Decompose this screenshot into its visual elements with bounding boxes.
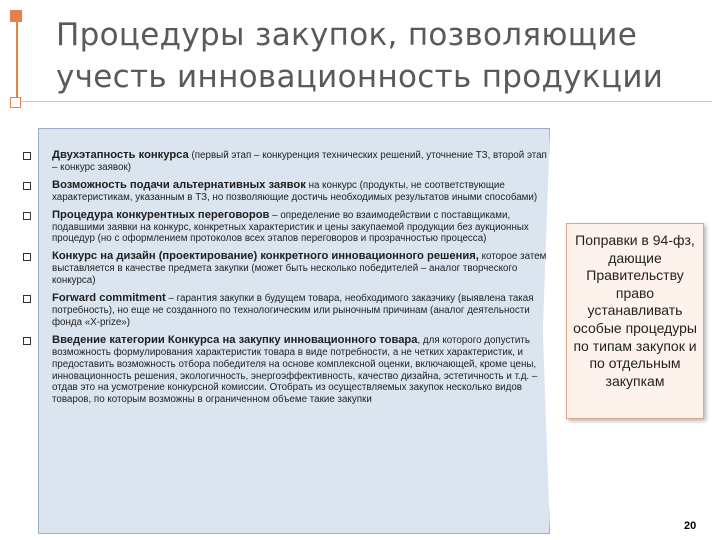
item-heading: Конкурс на дизайн (проектирование) конкретного инновационного решения, bbox=[52, 250, 479, 263]
list-item bbox=[18, 210, 550, 246]
item-text: (первый этап – конкуренция технических решений, уточнение ТЗ, второй этап – конкурс заявок) bbox=[52, 150, 547, 173]
square-bullet-icon bbox=[23, 295, 31, 303]
square-bullet-icon bbox=[23, 152, 31, 160]
square-bullet-icon bbox=[23, 253, 31, 261]
item-heading: Введение категории Конкурса на закупку инновационного товара bbox=[52, 333, 418, 346]
amendments-note-box bbox=[566, 223, 704, 419]
item-text: – определение во взаимодействии с поставщиками, подавшими заявки на конкурс, конкретных характеристик и цены закупаемой продукции без аукционных процедур (но с оформлением протоколов всех этапов переговоров и прозрачностью процесса) bbox=[52, 209, 529, 245]
corner-square-decoration bbox=[10, 10, 22, 22]
square-bullet-icon bbox=[23, 337, 31, 345]
title-line-2: учесть инновационность продукции bbox=[56, 59, 664, 95]
page-number: 20 bbox=[684, 520, 697, 532]
corner-line-decoration bbox=[16, 22, 18, 102]
item-heading: Forward commitment bbox=[52, 292, 166, 305]
square-bullet-icon bbox=[23, 212, 31, 220]
slide-title bbox=[56, 14, 716, 98]
item-text: , для которого допустить возможность формулирования характеристик товара в виде потребности, а не четких характеристик, и предоставить возможность отбора победителя на основе комплексной оценки, включающей, кроме цены, инновационность решения, экологичность, энергоэффективность, качество дизайна, эстетичность и т.д. – отдав это на усмотрение конкурсной комиссии. Отобрать из осуществляемых закупок несколько видов товаров, по которым возможны в ограниченном объеме такие закупки bbox=[52, 334, 538, 406]
list-item bbox=[18, 150, 550, 174]
list-item bbox=[18, 293, 550, 329]
item-text: которое затем выставляется в качестве предмета закупки (может быть несколько победителей – аналог творческого конкурса) bbox=[52, 251, 547, 287]
item-heading: Возможность подачи альтернативных заявок bbox=[52, 178, 306, 191]
list-item bbox=[18, 335, 550, 406]
list-item bbox=[18, 251, 550, 287]
procedure-list bbox=[18, 150, 550, 412]
title-line-1: Процедуры закупок, позволяющие bbox=[56, 17, 638, 53]
title-divider bbox=[12, 101, 712, 102]
item-text: на конкурс (продукты, не соответствующие характеристикам, указанным в ТЗ, но позволяющие достичь необходимых результатов иными способами) bbox=[52, 179, 538, 203]
item-heading: Двухэтапность конкурса bbox=[52, 149, 189, 161]
item-heading: Процедура конкурентных переговоров bbox=[52, 208, 270, 221]
divider-square-decoration bbox=[10, 97, 21, 108]
list-item bbox=[18, 180, 550, 204]
note-text: Поправки в 94-фз, дающие Правительству право устанавливать особые процедуры по типам закупок и по отдельным закупкам bbox=[573, 232, 697, 389]
square-bullet-icon bbox=[23, 182, 31, 190]
item-text: – гарантия закупки в будущем товара, необходимого заказчику (выявлена такая потребность), но еще не созданного по технологическим или рыночным причинам (аналог деятельности фонда «X-prize») bbox=[52, 293, 534, 328]
